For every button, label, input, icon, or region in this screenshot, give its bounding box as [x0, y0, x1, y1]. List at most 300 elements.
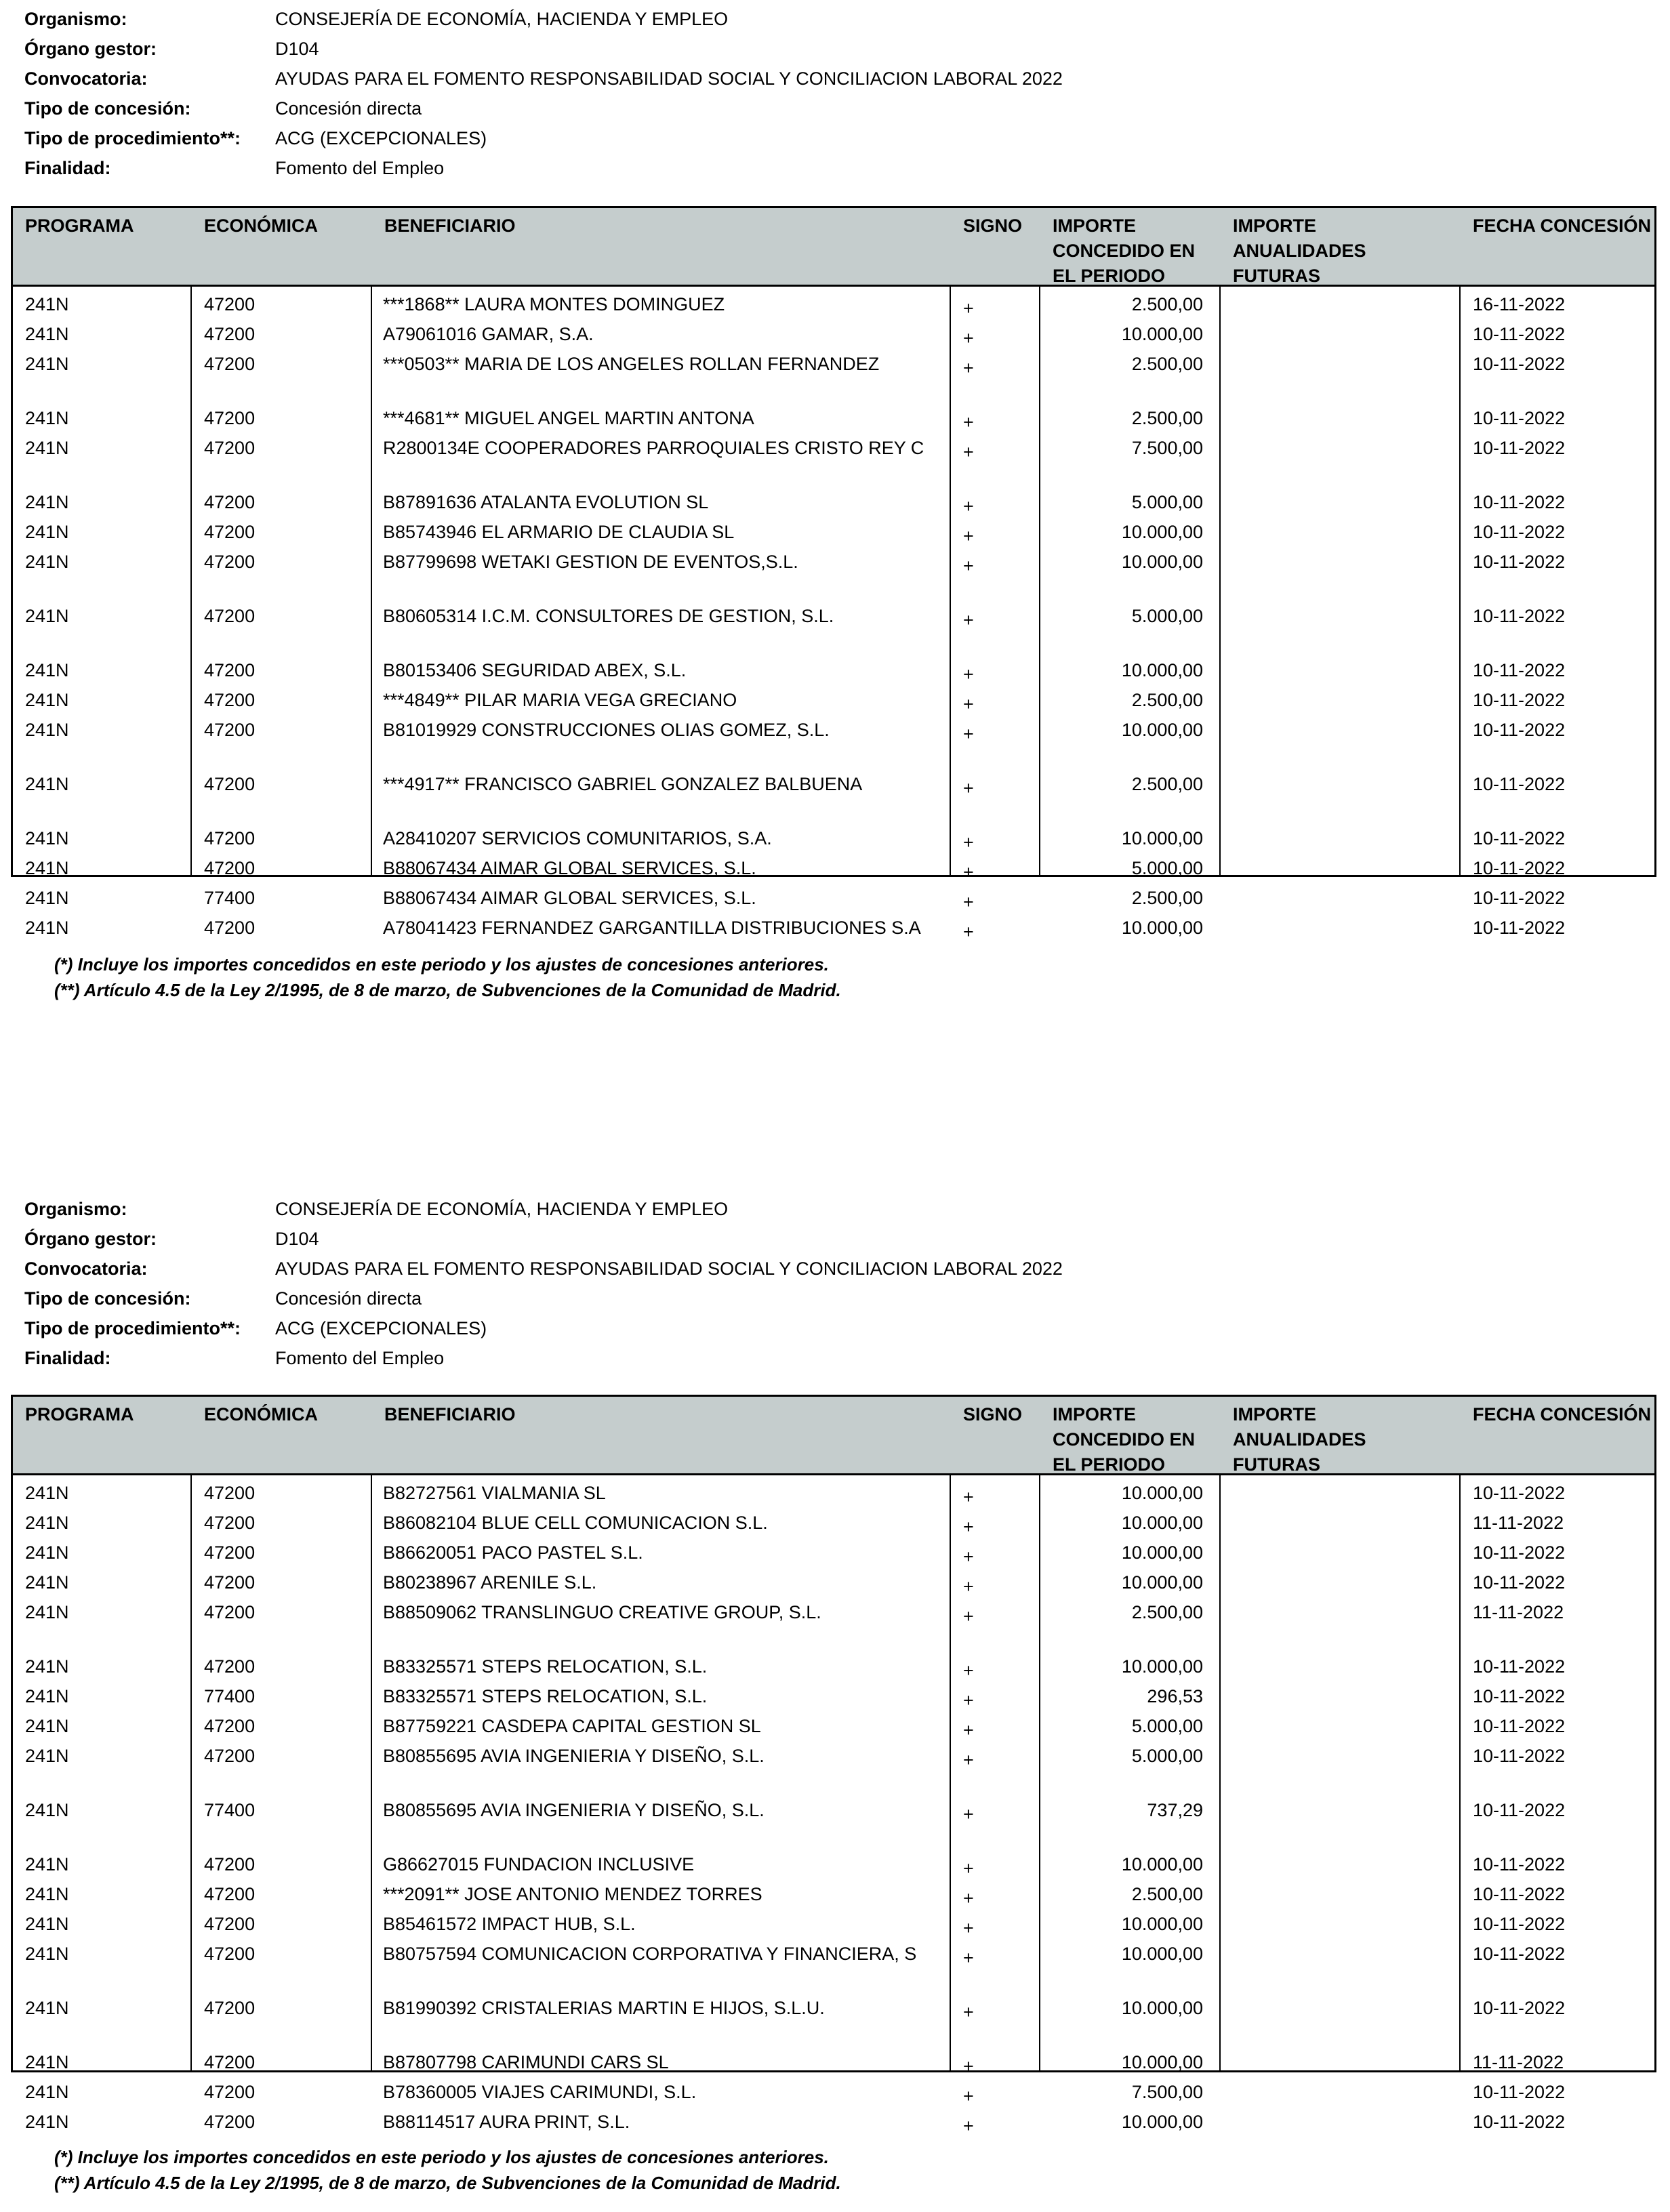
cell-importe: 10.000,00 — [1121, 2052, 1203, 2072]
cell-programa: 241N — [25, 1884, 69, 1904]
cell-economica: 47200 — [204, 1542, 256, 1563]
cell-economica: 47200 — [204, 1746, 256, 1766]
cell-signo: + — [963, 556, 974, 576]
cell-programa: 241N — [25, 690, 69, 710]
cell-importe: 5.000,00 — [1131, 1716, 1203, 1736]
tipo-procedimiento-value: ACG (EXCEPCIONALES) — [275, 1318, 487, 1338]
table-row — [13, 1744, 1654, 1798]
cell-economica: 47200 — [204, 1998, 256, 2018]
table-row — [13, 1912, 1654, 1942]
cell-signo: + — [963, 2086, 974, 2106]
tipo-concesion-value: Concesión directa — [275, 1288, 422, 1309]
cell-economica: 77400 — [204, 888, 256, 908]
tipo-concesion-value: Concesión directa — [275, 98, 422, 119]
cell-economica: 47200 — [204, 660, 256, 680]
cell-beneficiario: B85743946 EL ARMARIO DE CLAUDIA SL — [383, 522, 735, 542]
cell-importe: 2.500,00 — [1131, 888, 1203, 908]
cell-beneficiario: B80757594 COMUNICACION CORPORATIVA Y FINANCIERA, S — [383, 1944, 917, 1964]
cell-signo: + — [963, 2056, 974, 2076]
header-importe-line: IMPORTE — [1053, 1404, 1137, 1425]
cell-economica: 47200 — [204, 1483, 256, 1503]
cell-fecha: 10-11-2022 — [1473, 438, 1566, 458]
cell-beneficiario: B87799698 WETAKI GESTION DE EVENTOS,S.L. — [383, 552, 798, 572]
cell-economica: 47200 — [204, 1656, 256, 1677]
cell-beneficiario: ***4849** PILAR MARIA VEGA GRECIANO — [383, 690, 737, 710]
cell-signo: + — [963, 1720, 974, 1740]
cell-importe: 2.500,00 — [1131, 408, 1203, 428]
table-row — [13, 772, 1654, 826]
cell-beneficiario: B88067434 AIMAR GLOBAL SERVICES, S.L. — [383, 888, 756, 908]
cell-signo: + — [963, 1547, 974, 1567]
cell-signo: + — [963, 328, 974, 348]
cell-beneficiario: G86627015 FUNDACION INCLUSIVE — [383, 1854, 695, 1875]
table-row — [13, 1714, 1654, 1744]
cell-signo: + — [963, 1576, 974, 1597]
tipo-procedimiento-label: Tipo de procedimiento**: — [24, 128, 241, 148]
cell-importe: 10.000,00 — [1121, 720, 1203, 740]
cell-programa: 241N — [25, 774, 69, 794]
footnote-2: (**) Artículo 4.5 de la Ley 2/1995, de 8 de marzo, de Subvenciones de la Comunidad de Madrid. — [54, 2173, 841, 2193]
convocatoria-label: Convocatoria: — [24, 68, 148, 89]
cell-fecha: 10-11-2022 — [1473, 720, 1566, 740]
cell-beneficiario: B87891636 ATALANTA EVOLUTION SL — [383, 492, 709, 512]
cell-fecha: 10-11-2022 — [1473, 858, 1566, 878]
cell-fecha: 10-11-2022 — [1473, 660, 1566, 680]
cell-programa: 241N — [25, 1483, 69, 1503]
organismo-label: Organismo: — [24, 9, 127, 29]
cell-importe: 10.000,00 — [1121, 1483, 1203, 1503]
cell-fecha: 10-11-2022 — [1473, 1944, 1566, 1964]
cell-fecha: 10-11-2022 — [1473, 918, 1566, 938]
cell-economica: 47200 — [204, 2112, 256, 2132]
header-beneficiario — [384, 213, 516, 239]
header-fecha-line: FECHA CONCESIÓN — [1473, 216, 1652, 236]
header-programa-line: PROGRAMA — [25, 216, 134, 236]
cell-fecha: 10-11-2022 — [1473, 1483, 1566, 1503]
cell-beneficiario: B80153406 SEGURIDAD ABEX, S.L. — [383, 660, 687, 680]
cell-signo: + — [963, 442, 974, 462]
cell-importe: 5.000,00 — [1131, 1746, 1203, 1766]
table-header — [13, 208, 1654, 287]
cell-programa: 241N — [25, 1800, 69, 1820]
table-row — [13, 436, 1654, 490]
section-2 — [11, 1195, 1659, 2205]
header-economica-line: ECONÓMICA — [204, 1404, 318, 1425]
cell-programa: 241N — [25, 1854, 69, 1875]
cell-beneficiario: ***2091** JOSE ANTONIO MENDEZ TORRES — [383, 1884, 762, 1904]
cell-importe: 10.000,00 — [1121, 1542, 1203, 1563]
cell-beneficiario: B80855695 AVIA INGENIERIA Y DISEÑO, S.L. — [383, 1800, 765, 1820]
header-beneficiario-line: BENEFICIARIO — [384, 216, 516, 236]
cell-beneficiario: B88509062 TRANSLINGUO CREATIVE GROUP, S.L. — [383, 1602, 821, 1622]
cell-beneficiario: B88114517 AURA PRINT, S.L. — [383, 2112, 630, 2132]
cell-programa: 241N — [25, 324, 69, 344]
table-row — [13, 826, 1654, 856]
header-economica-line: ECONÓMICA — [204, 216, 318, 236]
cell-importe: 10.000,00 — [1121, 324, 1203, 344]
cell-programa: 241N — [25, 1998, 69, 2018]
cell-economica: 47200 — [204, 408, 256, 428]
cell-signo: + — [963, 1690, 974, 1711]
convocatoria-value: AYUDAS PARA EL FOMENTO RESPONSABILIDAD SOCIAL Y CONCILIACION LABORAL 2022 — [275, 1258, 1063, 1279]
grants-table — [11, 1395, 1656, 2136]
cell-beneficiario: ***1868** LAURA MONTES DOMINGUEZ — [383, 294, 725, 314]
cell-importe: 5.000,00 — [1131, 606, 1203, 626]
cell-beneficiario: B80238967 ARENILE S.L. — [383, 1572, 597, 1593]
cell-beneficiario: B81990392 CRISTALERIAS MARTIN E HIJOS, S.L.U. — [383, 1998, 825, 2018]
cell-fecha: 10-11-2022 — [1473, 1542, 1566, 1563]
header-anualidades — [1233, 213, 1366, 289]
header-signo — [963, 1402, 1022, 1427]
cell-fecha: 11-11-2022 — [1473, 1602, 1564, 1622]
cell-economica: 47200 — [204, 828, 256, 848]
cell-fecha: 10-11-2022 — [1473, 774, 1566, 794]
cell-programa: 241N — [25, 1542, 69, 1563]
table-row — [13, 1882, 1654, 1912]
cell-signo: + — [963, 664, 974, 684]
cell-signo: + — [963, 1858, 974, 1879]
cell-importe: 10.000,00 — [1121, 1513, 1203, 1533]
header-signo-line: SIGNO — [963, 216, 1023, 236]
cell-fecha: 16-11-2022 — [1473, 294, 1566, 314]
cell-signo: + — [963, 1918, 974, 1938]
cell-importe: 10.000,00 — [1121, 2112, 1203, 2132]
footnote-1: (*) Incluye los importes concedidos en este periodo y los ajustes de concesiones anteriores. — [54, 954, 829, 975]
table-row — [13, 604, 1654, 658]
cell-fecha: 10-11-2022 — [1473, 1746, 1566, 1766]
cell-programa: 241N — [25, 888, 69, 908]
table-row — [13, 718, 1654, 772]
cell-fecha: 10-11-2022 — [1473, 522, 1566, 542]
cell-importe: 737,29 — [1147, 1800, 1203, 1820]
organo-label: Órgano gestor: — [24, 39, 157, 59]
cell-signo: + — [963, 778, 974, 798]
header-importe-line: CONCEDIDO EN — [1053, 1429, 1196, 1450]
cell-beneficiario: B83325571 STEPS RELOCATION, S.L. — [383, 1686, 708, 1706]
cell-programa: 241N — [25, 2112, 69, 2132]
header-anualidades-line: ANUALIDADES — [1233, 241, 1366, 261]
cell-economica: 47200 — [204, 858, 256, 878]
cell-signo: + — [963, 892, 974, 912]
cell-importe: 2.500,00 — [1131, 1602, 1203, 1622]
cell-beneficiario: B82727561 VIALMANIA SL — [383, 1483, 606, 1503]
cell-economica: 47200 — [204, 1944, 256, 1964]
header-programa-line: PROGRAMA — [25, 1404, 134, 1425]
table-row — [13, 1481, 1654, 1511]
footnotes — [54, 2144, 841, 2196]
cell-economica: 47200 — [204, 552, 256, 572]
organo-value: D104 — [275, 39, 319, 59]
cell-signo: + — [963, 1487, 974, 1507]
table-row — [13, 1684, 1654, 1714]
cell-economica: 47200 — [204, 1854, 256, 1875]
cell-importe: 2.500,00 — [1131, 354, 1203, 374]
cell-beneficiario: B87759221 CASDEPA CAPITAL GESTION SL — [383, 1716, 761, 1736]
cell-signo: + — [963, 412, 974, 432]
cell-beneficiario: B81019929 CONSTRUCCIONES OLIAS GOMEZ, S.L. — [383, 720, 830, 740]
cell-importe: 7.500,00 — [1131, 438, 1203, 458]
cell-signo: + — [963, 1660, 974, 1681]
header-importe-line: EL PERIODO — [1053, 266, 1166, 286]
cell-programa: 241N — [25, 606, 69, 626]
cell-economica: 47200 — [204, 2082, 256, 2102]
cell-economica: 47200 — [204, 438, 256, 458]
cell-signo: + — [963, 496, 974, 516]
table-row — [13, 550, 1654, 604]
cell-economica: 47200 — [204, 324, 256, 344]
header-fecha — [1473, 1402, 1651, 1427]
cell-signo: + — [963, 832, 974, 853]
cell-fecha: 10-11-2022 — [1473, 1884, 1566, 1904]
table-row — [13, 1798, 1654, 1852]
table-row — [13, 886, 1654, 916]
cell-programa: 241N — [25, 354, 69, 374]
cell-programa: 241N — [25, 720, 69, 740]
cell-economica: 47200 — [204, 1602, 256, 1622]
cell-signo: + — [963, 862, 974, 882]
cell-programa: 241N — [25, 408, 69, 428]
cell-beneficiario: ***4917** FRANCISCO GABRIEL GONZALEZ BALBUENA — [383, 774, 863, 794]
cell-signo: + — [963, 694, 974, 714]
cell-programa: 241N — [25, 1746, 69, 1766]
organo-label: Órgano gestor: — [24, 1229, 157, 1249]
header-importe — [1053, 1402, 1195, 1477]
cell-fecha: 10-11-2022 — [1473, 1854, 1566, 1875]
table-row — [13, 1996, 1654, 2050]
tipo-concesion-label: Tipo de concesión: — [24, 98, 191, 119]
organismo-value: CONSEJERÍA DE ECONOMÍA, HACIENDA Y EMPLEO — [275, 9, 729, 29]
cell-programa: 241N — [25, 2052, 69, 2072]
cell-programa: 241N — [25, 438, 69, 458]
cell-fecha: 10-11-2022 — [1473, 1998, 1566, 2018]
cell-beneficiario: B88067434 AIMAR GLOBAL SERVICES, S.L. — [383, 858, 756, 878]
grants-table — [11, 206, 1656, 942]
header-anualidades-line: FUTURAS — [1233, 1454, 1320, 1475]
cell-signo: + — [963, 1888, 974, 1908]
cell-programa: 241N — [25, 294, 69, 314]
cell-beneficiario: A28410207 SERVICIOS COMUNITARIOS, S.A. — [383, 828, 772, 848]
cell-fecha: 10-11-2022 — [1473, 606, 1566, 626]
cell-programa: 241N — [25, 1914, 69, 1934]
table-row — [13, 658, 1654, 688]
cell-programa: 241N — [25, 1513, 69, 1533]
cell-fecha: 10-11-2022 — [1473, 408, 1566, 428]
header-anualidades-line: FUTURAS — [1233, 266, 1320, 286]
header-importe-line: EL PERIODO — [1053, 1454, 1166, 1475]
cell-beneficiario: B83325571 STEPS RELOCATION, S.L. — [383, 1656, 708, 1677]
cell-economica: 47200 — [204, 1914, 256, 1934]
cell-importe: 2.500,00 — [1131, 1884, 1203, 1904]
cell-beneficiario: ***4681** MIGUEL ANGEL MARTIN ANTONA — [383, 408, 754, 428]
header-signo — [963, 213, 1022, 239]
finalidad-label: Finalidad: — [24, 1348, 111, 1368]
cell-importe: 10.000,00 — [1121, 918, 1203, 938]
cell-importe: 5.000,00 — [1131, 492, 1203, 512]
organismo-value: CONSEJERÍA DE ECONOMÍA, HACIENDA Y EMPLEO — [275, 1199, 729, 1219]
header-economica — [204, 1402, 318, 1427]
cell-economica: 47200 — [204, 354, 256, 374]
cell-signo: + — [963, 1517, 974, 1537]
cell-fecha: 10-11-2022 — [1473, 1686, 1566, 1706]
cell-signo: + — [963, 1948, 974, 1968]
cell-importe: 10.000,00 — [1121, 552, 1203, 572]
table-row — [13, 1570, 1654, 1600]
cell-programa: 241N — [25, 1686, 69, 1706]
tipo-procedimiento-label: Tipo de procedimiento**: — [24, 1318, 241, 1338]
cell-programa: 241N — [25, 1944, 69, 1964]
cell-economica: 77400 — [204, 1686, 256, 1706]
cell-programa: 241N — [25, 492, 69, 512]
cell-economica: 47200 — [204, 1884, 256, 1904]
cell-programa: 241N — [25, 858, 69, 878]
cell-importe: 10.000,00 — [1121, 660, 1203, 680]
cell-signo: + — [963, 610, 974, 630]
cell-fecha: 10-11-2022 — [1473, 1716, 1566, 1736]
section-1 — [11, 5, 1659, 1002]
cell-programa: 241N — [25, 918, 69, 938]
cell-importe: 10.000,00 — [1121, 1998, 1203, 2018]
convocatoria-value: AYUDAS PARA EL FOMENTO RESPONSABILIDAD SOCIAL Y CONCILIACION LABORAL 2022 — [275, 68, 1063, 89]
table-row — [13, 1540, 1654, 1570]
cell-beneficiario: R2800134E COOPERADORES PARROQUIALES CRISTO REY C — [383, 438, 924, 458]
cell-signo: + — [963, 724, 974, 744]
table-row — [13, 2080, 1654, 2110]
cell-economica: 47200 — [204, 606, 256, 626]
cell-fecha: 10-11-2022 — [1473, 1914, 1566, 1934]
cell-fecha: 10-11-2022 — [1473, 1800, 1566, 1820]
cell-beneficiario: B80855695 AVIA INGENIERIA Y DISEÑO, S.L. — [383, 1746, 765, 1766]
table-row — [13, 406, 1654, 436]
tipo-concesion-label: Tipo de concesión: — [24, 1288, 191, 1309]
header-importe — [1053, 213, 1195, 289]
finalidad-value: Fomento del Empleo — [275, 158, 445, 178]
cell-beneficiario: A78041423 FERNANDEZ GARGANTILLA DISTRIBUCIONES S.A — [383, 918, 921, 938]
cell-signo: + — [963, 922, 974, 942]
cell-signo: + — [963, 526, 974, 546]
table-row — [13, 1852, 1654, 1882]
header-fecha-line: FECHA CONCESIÓN — [1473, 1404, 1652, 1425]
table-row — [13, 490, 1654, 520]
finalidad-value: Fomento del Empleo — [275, 1348, 445, 1368]
header-anualidades-line: IMPORTE — [1233, 216, 1317, 236]
cell-fecha: 10-11-2022 — [1473, 2082, 1566, 2102]
cell-signo: + — [963, 1804, 974, 1824]
header-fecha — [1473, 213, 1651, 239]
cell-fecha: 10-11-2022 — [1473, 354, 1566, 374]
cell-programa: 241N — [25, 1656, 69, 1677]
tipo-procedimiento-value: ACG (EXCEPCIONALES) — [275, 128, 487, 148]
table-row — [13, 2110, 1654, 2139]
footnote-2: (**) Artículo 4.5 de la Ley 2/1995, de 8 de marzo, de Subvenciones de la Comunidad de Madrid. — [54, 980, 841, 1000]
header-importe-line: CONCEDIDO EN — [1053, 241, 1196, 261]
header-importe-line: IMPORTE — [1053, 216, 1137, 236]
cell-importe: 10.000,00 — [1121, 1656, 1203, 1677]
cell-programa: 241N — [25, 2082, 69, 2102]
cell-programa: 241N — [25, 660, 69, 680]
cell-signo: + — [963, 1750, 974, 1770]
cell-signo: + — [963, 358, 974, 378]
cell-beneficiario: A79061016 GAMAR, S.A. — [383, 324, 594, 344]
header-anualidades-line: ANUALIDADES — [1233, 1429, 1366, 1450]
cell-economica: 47200 — [204, 1572, 256, 1593]
cell-beneficiario: B86082104 BLUE CELL COMUNICACION S.L. — [383, 1513, 768, 1533]
cell-beneficiario: B86620051 PACO PASTEL S.L. — [383, 1542, 643, 1563]
cell-programa: 241N — [25, 552, 69, 572]
finalidad-label: Finalidad: — [24, 158, 111, 178]
table-row — [13, 2050, 1654, 2080]
header-programa — [25, 213, 134, 239]
cell-importe: 5.000,00 — [1131, 858, 1203, 878]
table-header — [13, 1397, 1654, 1475]
cell-signo: + — [963, 1606, 974, 1626]
cell-programa: 241N — [25, 522, 69, 542]
cell-economica: 47200 — [204, 1513, 256, 1533]
cell-beneficiario: B85461572 IMPACT HUB, S.L. — [383, 1914, 636, 1934]
table-row — [13, 1654, 1654, 1684]
cell-fecha: 10-11-2022 — [1473, 1656, 1566, 1677]
cell-programa: 241N — [25, 1602, 69, 1622]
cell-fecha: 10-11-2022 — [1473, 888, 1566, 908]
cell-economica: 47200 — [204, 720, 256, 740]
header-anualidades — [1233, 1402, 1366, 1477]
table-row — [13, 352, 1654, 406]
cell-programa: 241N — [25, 1572, 69, 1593]
cell-economica: 47200 — [204, 918, 256, 938]
header-programa — [25, 1402, 134, 1427]
cell-importe: 2.500,00 — [1131, 774, 1203, 794]
cell-beneficiario: ***0503** MARIA DE LOS ANGELES ROLLAN FERNANDEZ — [383, 354, 880, 374]
header-beneficiario-line: BENEFICIARIO — [384, 1404, 516, 1425]
cell-programa: 241N — [25, 1716, 69, 1736]
footnotes — [54, 951, 841, 1003]
cell-fecha: 10-11-2022 — [1473, 690, 1566, 710]
cell-importe: 2.500,00 — [1131, 294, 1203, 314]
cell-fecha: 10-11-2022 — [1473, 492, 1566, 512]
cell-importe: 10.000,00 — [1121, 1944, 1203, 1964]
table-row — [13, 1511, 1654, 1540]
cell-economica: 47200 — [204, 294, 256, 314]
cell-signo: + — [963, 2116, 974, 2136]
cell-importe: 10.000,00 — [1121, 828, 1203, 848]
cell-economica: 77400 — [204, 1800, 256, 1820]
cell-fecha: 10-11-2022 — [1473, 828, 1566, 848]
footnote-1: (*) Incluye los importes concedidos en este periodo y los ajustes de concesiones anteriores. — [54, 2147, 829, 2167]
table-row — [13, 292, 1654, 322]
cell-fecha: 11-11-2022 — [1473, 2052, 1564, 2072]
table-row — [13, 1600, 1654, 1654]
table-row — [13, 688, 1654, 718]
cell-beneficiario: B80605314 I.C.M. CONSULTORES DE GESTION, S.L. — [383, 606, 834, 626]
cell-economica: 47200 — [204, 522, 256, 542]
header-economica — [204, 213, 318, 239]
cell-fecha: 11-11-2022 — [1473, 1513, 1564, 1533]
cell-economica: 47200 — [204, 1716, 256, 1736]
cell-programa: 241N — [25, 828, 69, 848]
cell-fecha: 10-11-2022 — [1473, 324, 1566, 344]
table-row — [13, 1942, 1654, 1996]
cell-beneficiario: B87807798 CARIMUNDI CARS SL — [383, 2052, 669, 2072]
cell-beneficiario: B78360005 VIAJES CARIMUNDI, S.L. — [383, 2082, 697, 2102]
table-row — [13, 322, 1654, 352]
cell-importe: 10.000,00 — [1121, 1572, 1203, 1593]
organismo-label: Organismo: — [24, 1199, 127, 1219]
cell-importe: 10.000,00 — [1121, 1854, 1203, 1875]
cell-fecha: 10-11-2022 — [1473, 2112, 1566, 2132]
header-beneficiario — [384, 1402, 516, 1427]
header-anualidades-line: IMPORTE — [1233, 1404, 1317, 1425]
cell-fecha: 10-11-2022 — [1473, 552, 1566, 572]
cell-importe: 10.000,00 — [1121, 1914, 1203, 1934]
